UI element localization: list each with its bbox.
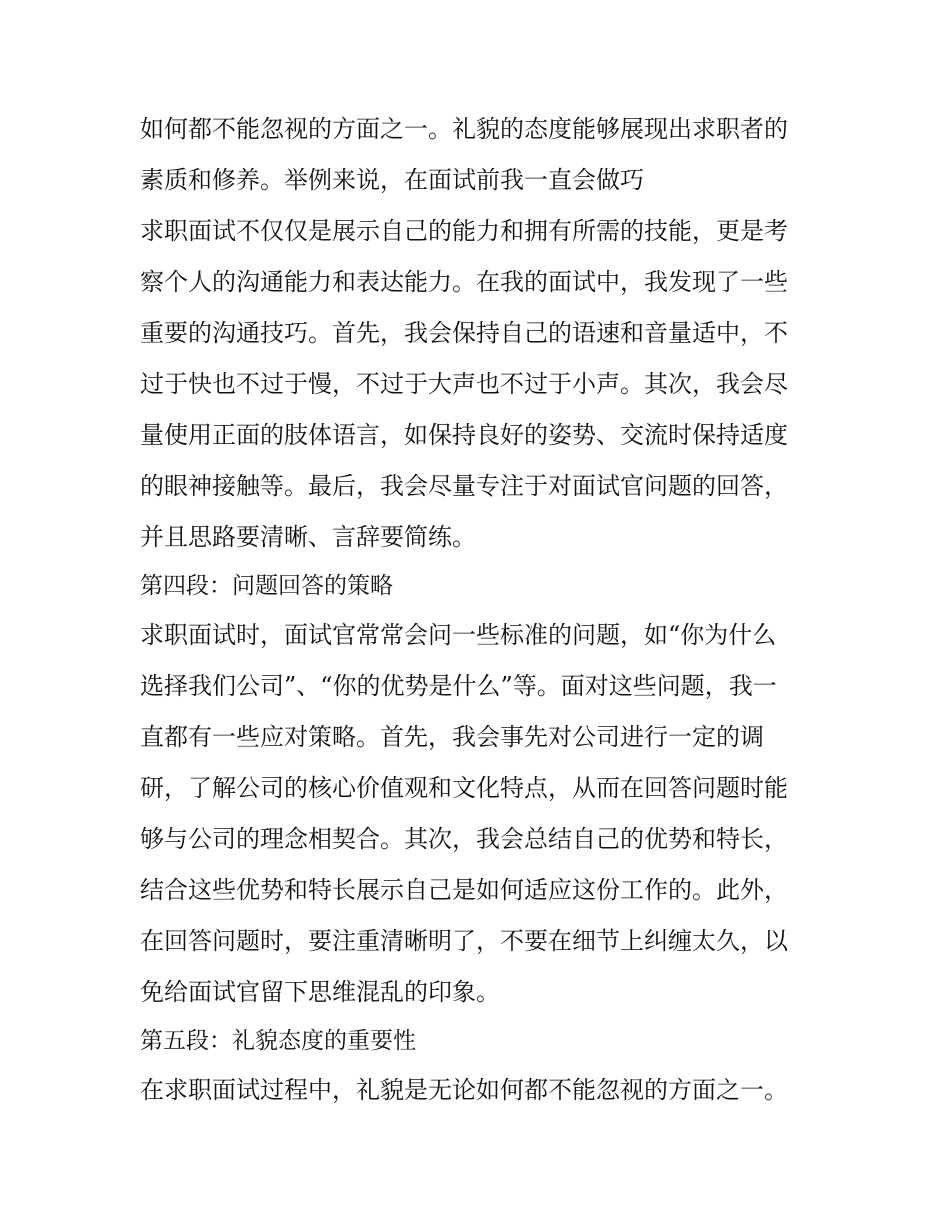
section-heading: 第四段：问题回答的策略 (140, 573, 393, 599)
paragraph-line: 求职面试不仅仅是展示自己的能力和拥有所需的技能，更是考 (140, 217, 788, 245)
paragraph-line: 够与公司的理念相契合。其次，我会总结自己的优势和特长， (140, 825, 788, 853)
paragraph-line: 重要的沟通技巧。首先，我会保持自己的语速和音量适中，不 (140, 319, 788, 347)
paragraph-line: 求职面试时，面试官常常会问一些标准的问题，如“你为什么 (140, 621, 777, 649)
paragraph-line: 免给面试官留下思维混乱的印象。 (140, 978, 500, 1006)
paragraph-line: 如何都不能忽视的方面之一。礼貌的态度能够展现出求职者的 (140, 115, 788, 143)
paragraph-line: 选择我们公司”、“你的优势是什么”等。面对这些问题，我一 (140, 672, 777, 700)
paragraph-line: 并且思路要清晰、言辞要简练。 (140, 523, 476, 551)
paragraph-line: 的眼神接触等。最后，我会尽量专注于对面试官问题的回答， (140, 472, 788, 500)
paragraph-line: 察个人的沟通能力和表达能力。在我的面试中，我发现了一些 (140, 268, 788, 296)
document-body (140, 104, 820, 1116)
paragraph-line: 素质和修养。举例来说，在面试前我一直会做巧 (140, 166, 644, 194)
paragraph-line: 直都有一些应对策略。首先，我会事先对公司进行一定的调 (140, 723, 764, 751)
section-heading: 第五段：礼貌态度的重要性 (140, 1028, 416, 1054)
paragraph-line: 量使用正面的肢体语言，如保持良好的姿势、交流时保持适度 (140, 421, 788, 449)
paragraph-line: 结合这些优势和特长展示自己是如何适应这份工作的。此外， (140, 876, 788, 904)
paragraph-line: 在求职面试过程中，礼貌是无论如何都不能忽视的方面之一。 (140, 1076, 788, 1104)
paragraph-line: 在回答问题时，要注重清晰明了，不要在细节上纠缠太久，以 (140, 927, 788, 955)
paragraph-line: 过于快也不过于慢，不过于大声也不过于小声。其次，我会尽 (140, 370, 788, 398)
paragraph-line: 研，了解公司的核心价值观和文化特点，从而在回答问题时能 (140, 774, 788, 802)
